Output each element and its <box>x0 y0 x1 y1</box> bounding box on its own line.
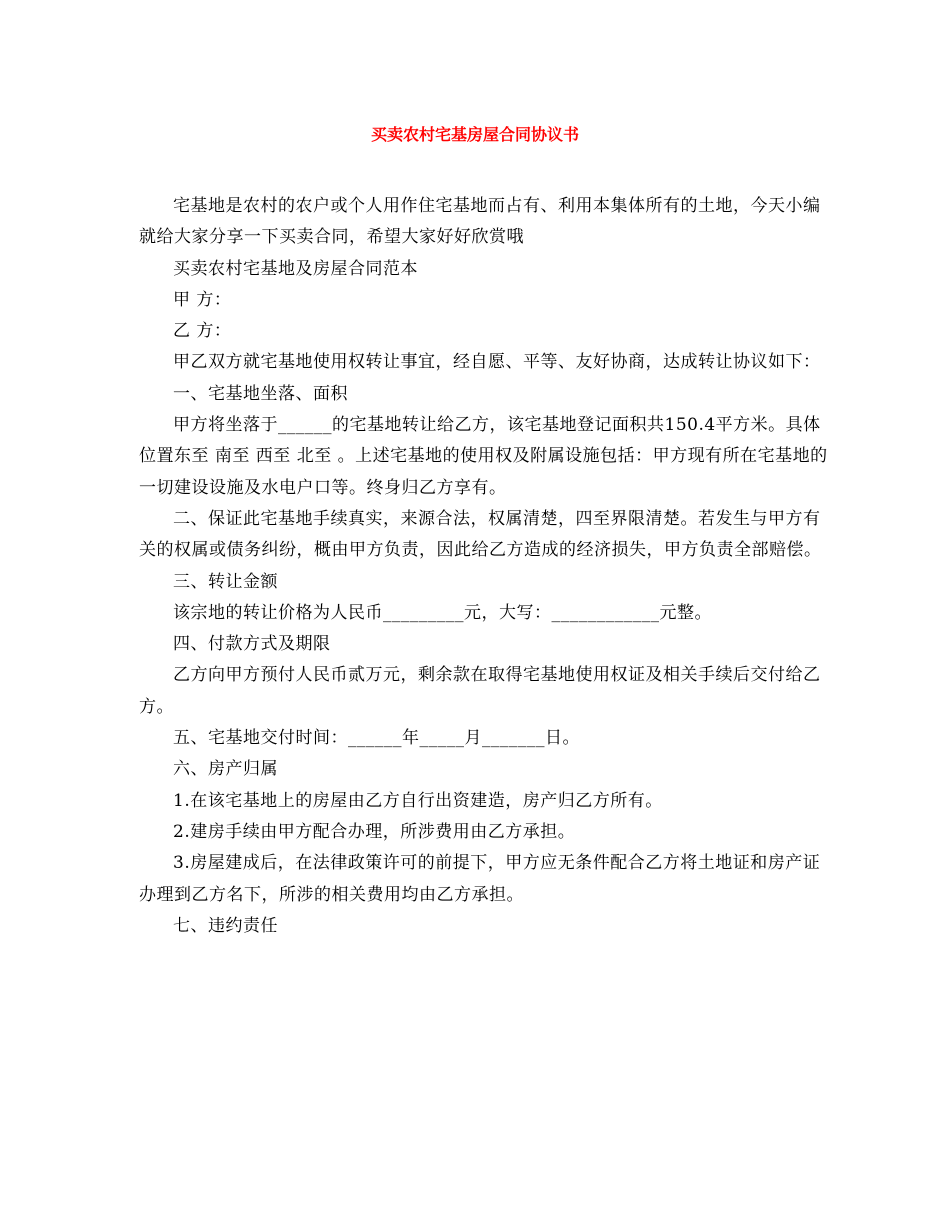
paragraph-delivery-time: 五、宅基地交付时间：______年_____月_______日。 <box>173 728 580 749</box>
paragraph-contract-heading: 买卖农村宅基地及房屋合同范本 <box>173 258 418 279</box>
paragraph-payment: 乙方向甲方预付人民币贰万元，剩余款在取得宅基地使用权证及相关手续后交付给乙方。 <box>139 665 821 717</box>
paragraph-agreement: 甲乙双方就宅基地使用权转让事宜，经自愿、平等、友好协商，达成转让协议如下： <box>173 352 821 373</box>
document-title: 买卖农村宅基房屋合同协议书 <box>370 125 579 144</box>
section-heading-payment: 四、付款方式及期限 <box>173 634 331 655</box>
paragraph-party-a: 甲 方： <box>173 289 232 310</box>
section-heading-liability: 七、违约责任 <box>173 915 278 936</box>
section-heading-property-ownership: 六、房产归属 <box>173 759 278 780</box>
document-body <box>139 191 829 942</box>
section-heading-transfer-amount: 三、转让金额 <box>173 571 278 592</box>
section-heading-location-area: 一、宅基地坐落、面积 <box>173 383 348 404</box>
paragraph-location-area: 甲方将坐落于______的宅基地转让给乙方，该宅基地登记面积共150.4平方米。具体位置东至 南至 西至 北至 。上述宅基地的使用权及附属设施包括：甲方现有所在宅基地的一切建设设施及水电户口等。终身归乙方享有。 <box>139 415 828 498</box>
paragraph-transfer-amount: 该宗地的转让价格为人民币_________元，大写：____________元整。 <box>173 602 712 623</box>
paragraph-guarantee: 二、保证此宅基地手续真实，来源合法，权属清楚，四至界限清楚。若发生与甲方有关的权属或债务纠纷，概由甲方负责，因此给乙方造成的经济损失，甲方负责全部赔偿。 <box>139 508 822 561</box>
paragraph-ownership-2: 2.建房手续由甲方配合办理，所涉费用由乙方承担。 <box>173 821 576 842</box>
paragraph-ownership-3: 3.房屋建成后，在法律政策许可的前提下，甲方应无条件配合乙方将土地证和房产证办理到乙方名下，所涉的相关费用均由乙方承担。 <box>139 853 821 905</box>
paragraph-ownership-1: 1.在该宅基地上的房屋由乙方自行出资建造，房产归乙方所有。 <box>173 790 663 811</box>
paragraph-intro: 宅基地是农村的农户或个人用作住宅基地而占有、利用本集体所有的土地，今天小编就给大家分享一下买卖合同，希望大家好好欣赏哦 <box>139 196 821 248</box>
paragraph-party-b: 乙 方： <box>173 321 232 342</box>
